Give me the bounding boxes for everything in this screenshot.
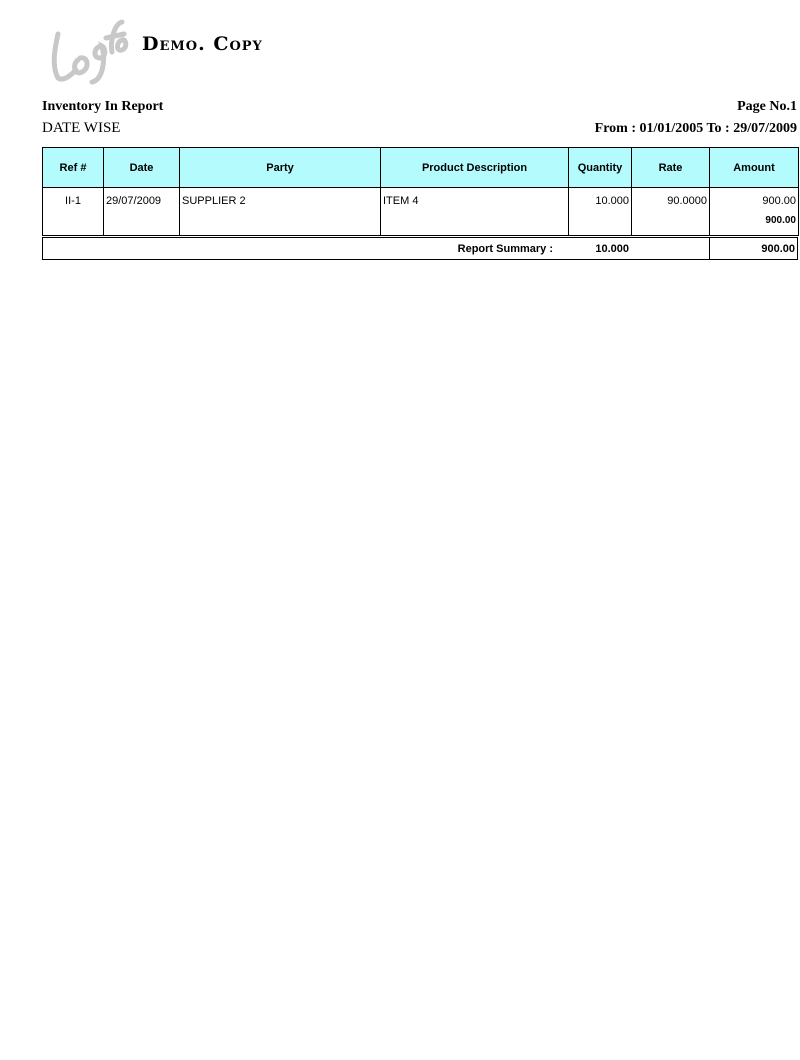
- table-header-row: [43, 148, 799, 188]
- cell-party: SUPPLIER 2: [180, 188, 381, 236]
- column-header-date: Date: [104, 148, 180, 188]
- inventory-table: [42, 147, 799, 236]
- cell-ref: II-1: [43, 188, 104, 236]
- logo-watermark: [44, 12, 134, 88]
- summary-amount: 900.00: [761, 243, 795, 255]
- cell-rate: 90.0000: [632, 188, 710, 236]
- summary-quantity: 10.000: [595, 243, 629, 255]
- column-header-quantity: Quantity: [569, 148, 632, 188]
- cell-product: ITEM 4: [381, 188, 569, 236]
- column-header-party: Party: [180, 148, 381, 188]
- summary-label: Report Summary :: [457, 243, 553, 255]
- cell-amount: [710, 188, 799, 236]
- cell-quantity: 10.000: [569, 188, 632, 236]
- report-title: Inventory In Report: [42, 99, 164, 114]
- cell-date: 29/07/2009: [104, 188, 180, 236]
- column-header-amount: Amount: [710, 148, 799, 188]
- table-row: [43, 188, 799, 236]
- page-number: Page No.1: [737, 99, 797, 114]
- summary-divider: [709, 238, 710, 259]
- column-header-rate: Rate: [632, 148, 710, 188]
- amount-value: 900.00: [762, 195, 796, 207]
- report-summary: [42, 237, 798, 260]
- report-subtitle: DATE WISE: [42, 120, 121, 136]
- date-range: From : 01/01/2005 To : 29/07/2009: [594, 121, 797, 136]
- amount-subtotal: 900.00: [765, 215, 796, 226]
- column-header-ref: Ref #: [43, 148, 104, 188]
- column-header-product: Product Description: [381, 148, 569, 188]
- company-name: Demo. Copy: [142, 33, 263, 55]
